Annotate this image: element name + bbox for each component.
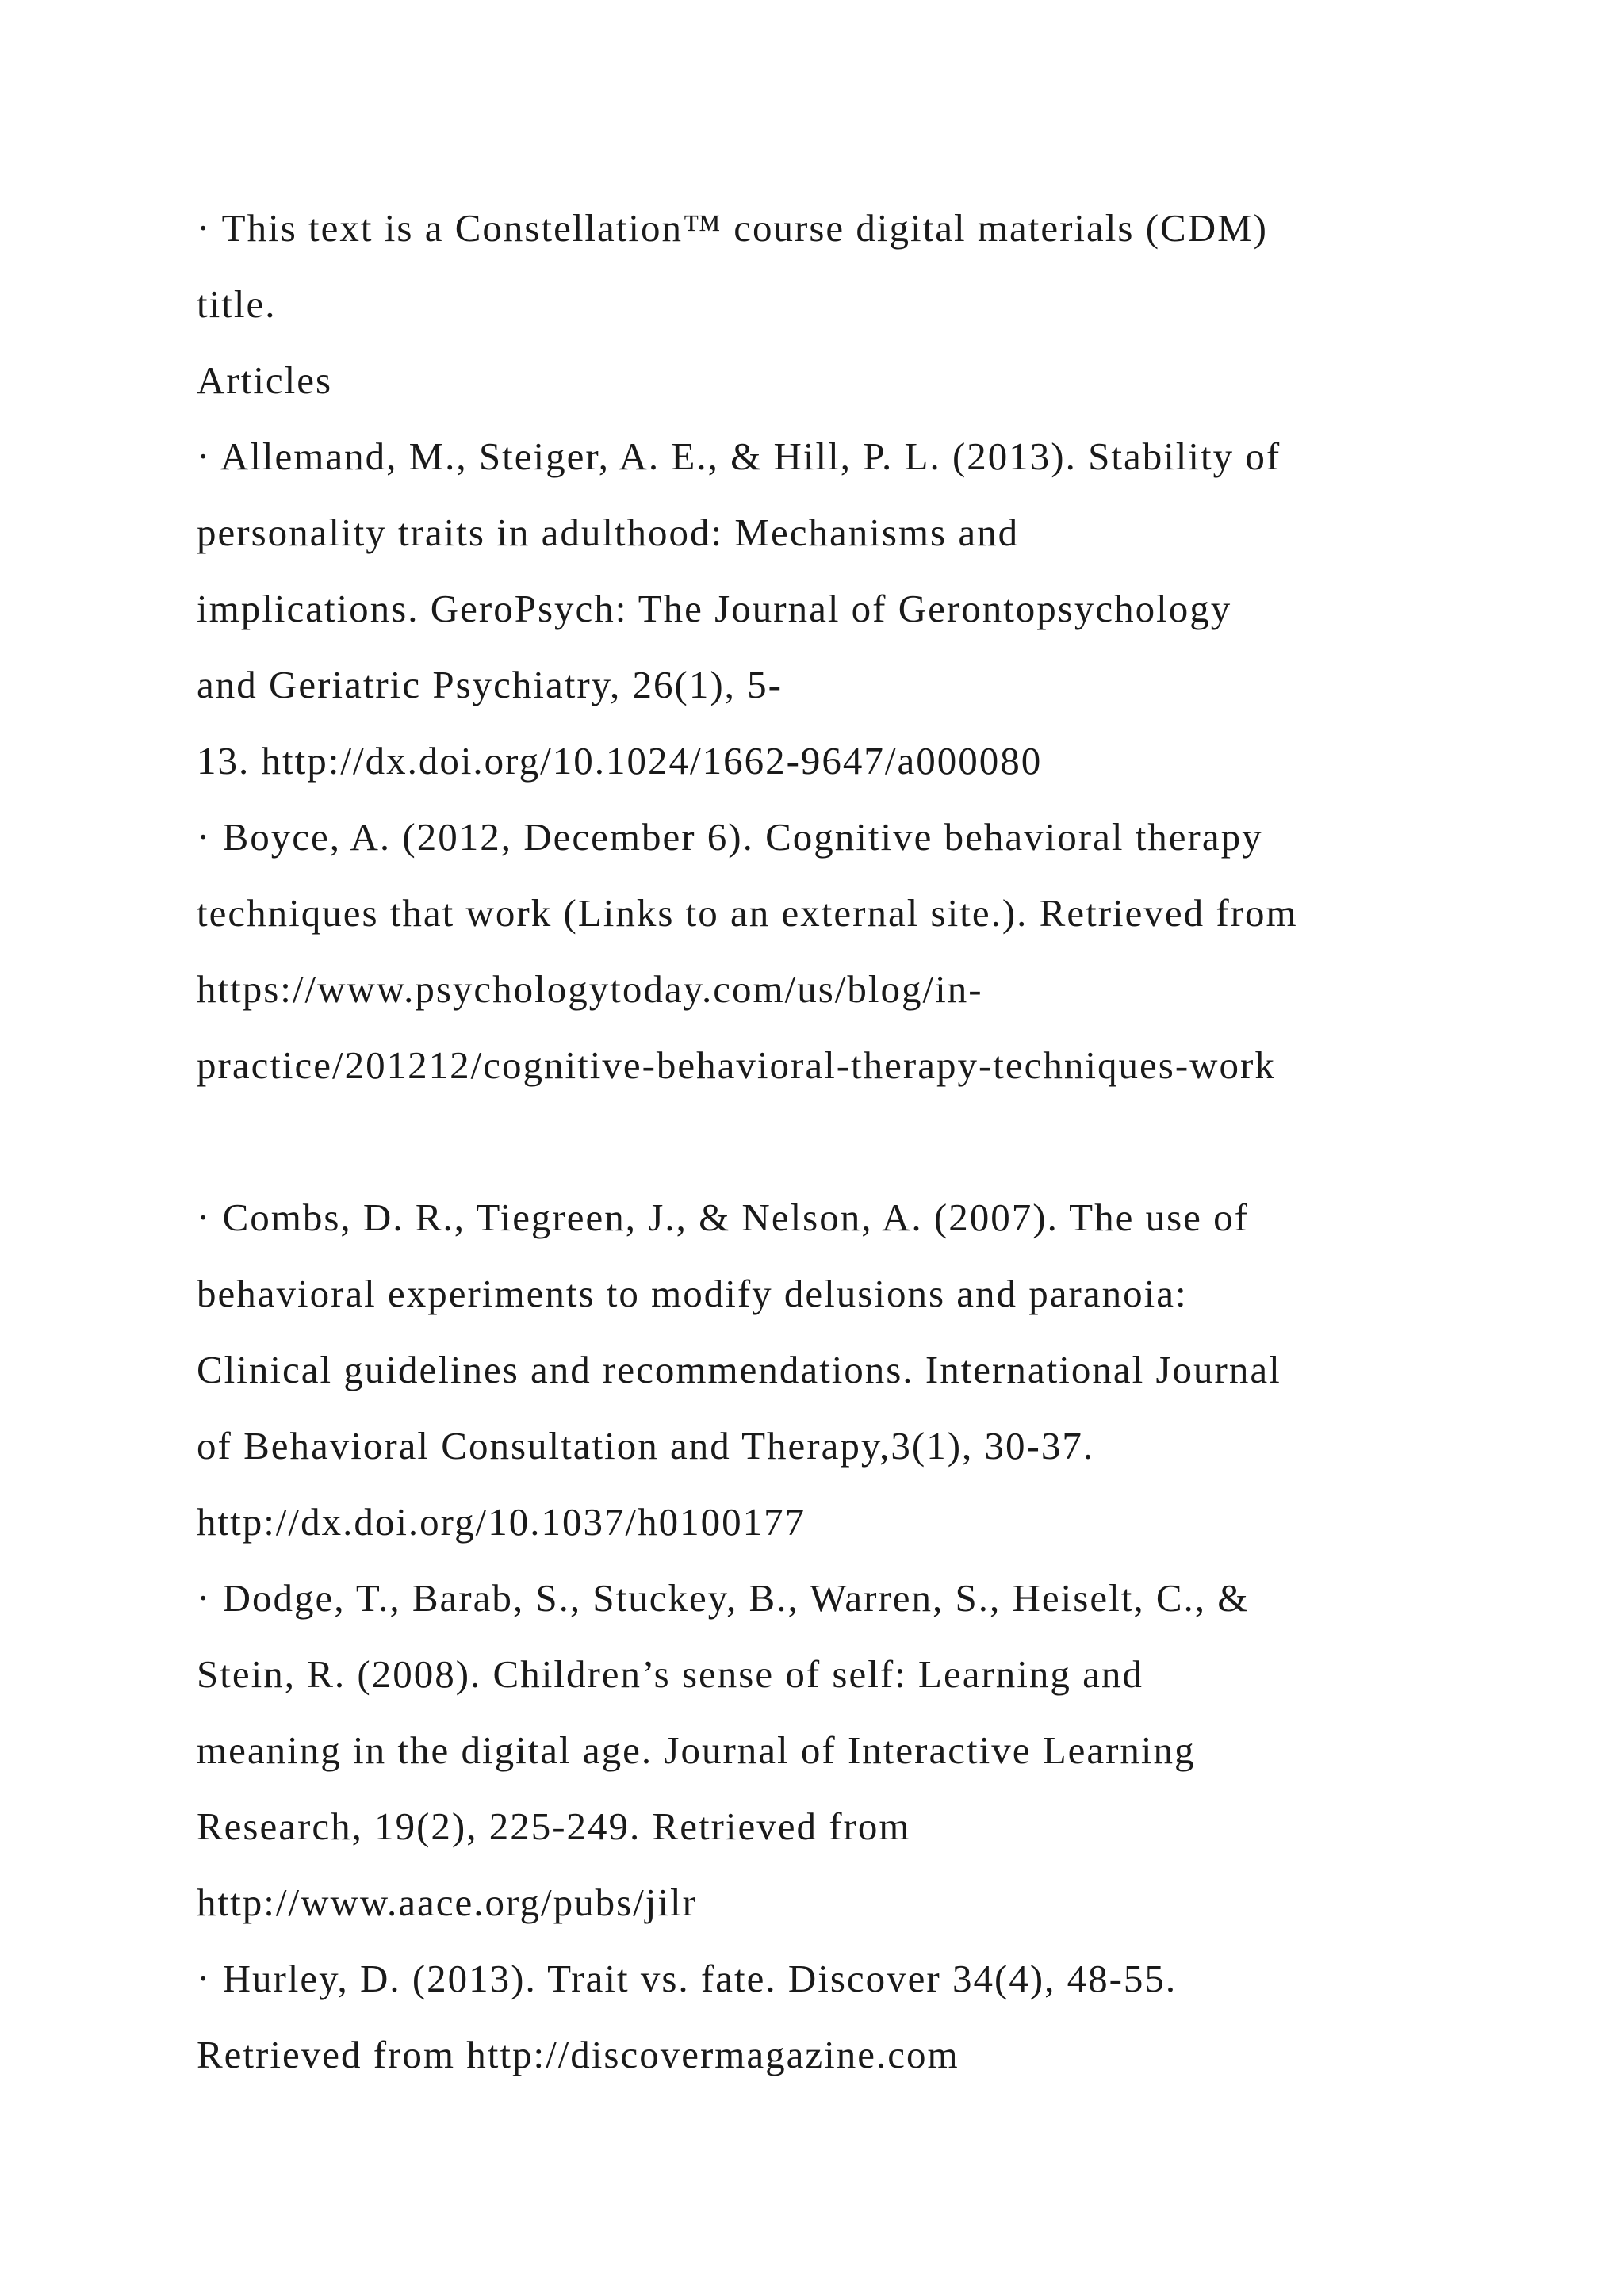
text-line: title.: [197, 282, 277, 326]
reference-combs-line: · Combs, D. R., Tiegreen, J., & Nelson, A. (2007). The use of: [197, 1196, 1249, 1239]
reference-allemand-line: implications. GeroPsych: The Journal of Gerontopsychology: [197, 587, 1232, 630]
text-line: · This text is a Constellation™ course digital materials (CDM): [197, 206, 1268, 250]
reference-boyce-line: techniques that work (Links to an external site.). Retrieved from: [197, 891, 1298, 935]
reference-combs-line: Clinical guidelines and recommendations. International Journal: [197, 1348, 1281, 1391]
reference-allemand-doi: 13. http://dx.doi.org/10.1024/1662-9647/a000080: [197, 739, 1043, 783]
reference-allemand-line: and Geriatric Psychiatry, 26(1), 5-: [197, 663, 783, 706]
reference-hurley-url: Retrieved from http://discovermagazine.com: [197, 2033, 959, 2076]
reference-text-block: [197, 190, 1497, 2093]
reference-allemand-line: · Allemand, M., Steiger, A. E., & Hill, P. L. (2013). Stability of: [197, 434, 1281, 478]
reference-dodge-line: · Dodge, T., Barab, S., Stuckey, B., Warren, S., Heiselt, C., &: [197, 1576, 1250, 1620]
reference-combs-line: behavioral experiments to modify delusions and paranoia:: [197, 1272, 1188, 1315]
reference-dodge-line: Stein, R. (2008). Children’s sense of self: Learning and: [197, 1652, 1143, 1696]
reference-boyce-line: · Boyce, A. (2012, December 6). Cognitive behavioral therapy: [197, 815, 1263, 859]
reference-dodge-line: Research, 19(2), 225-249. Retrieved from: [197, 1804, 911, 1848]
reference-dodge-url: http://www.aace.org/pubs/jilr: [197, 1881, 697, 1924]
blank-line: [197, 1104, 1497, 1180]
reference-boyce-url: https://www.psychologytoday.com/us/blog/in-: [197, 967, 983, 1011]
reference-allemand-line: personality traits in adulthood: Mechanisms and: [197, 511, 1020, 554]
reference-hurley-line: · Hurley, D. (2013). Trait vs. fate. Discover 34(4), 48-55.: [197, 1957, 1178, 2000]
reference-boyce-url: practice/201212/cognitive-behavioral-therapy-techniques-work: [197, 1043, 1276, 1087]
reference-combs-line: of Behavioral Consultation and Therapy,3(1), 30-37.: [197, 1424, 1095, 1468]
section-heading-articles: Articles: [197, 358, 333, 402]
reference-combs-doi: http://dx.doi.org/10.1037/h0100177: [197, 1500, 806, 1544]
reference-dodge-line: meaning in the digital age. Journal of Interactive Learning: [197, 1728, 1196, 1772]
